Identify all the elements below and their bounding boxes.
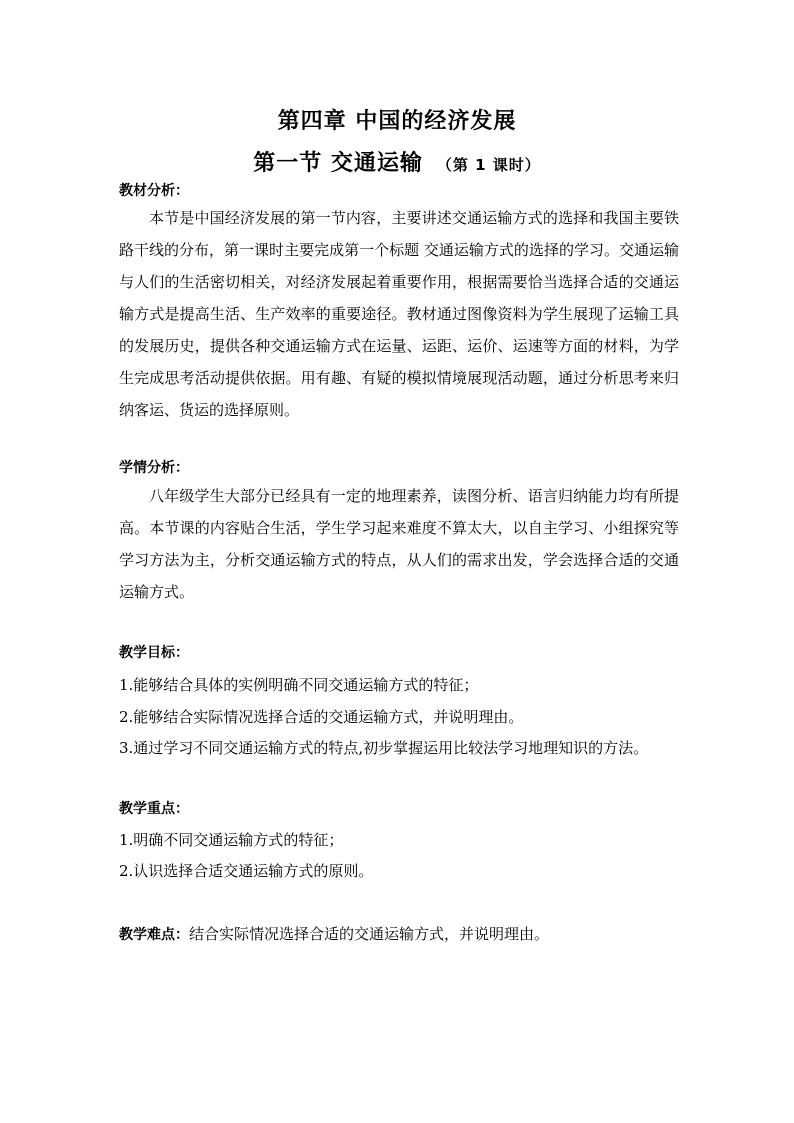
textbook-analysis-body: 本节是中国经济发展的第一节内容，主要讲述交通运输方式的选择和我国主要铁路干线的分布，第一课时主要完成第一个标题 交通运输方式的选择的学习。交通运输与人们的生活密切相关，对经济发展起着重要作用，根据需要恰当选择合适的交通运输方式是提高生活、生产效率的重要途径。教材通过图像资料为学生展现了运输工具的发展历史，提供各种交通运输方式在运量、运距、运价、运速等方面的材料，为学生完成思考活动提供依据。用有趣、有疑的模拟情境展现活动题，通过分析思考来归纳客运、货运的选择原则。 <box>119 209 679 419</box>
key-points-heading: 教学重点： <box>119 801 189 817</box>
teaching-goals-heading: 教学目标： <box>119 645 189 661</box>
chapter-title: 第四章 中国的经济发展 <box>277 109 517 134</box>
difficulties-text: 结合实际情况选择合适的交通运输方式，并说明理由。 <box>189 925 550 943</box>
lesson-note: （第 1 课时） <box>436 156 541 174</box>
key-point-item: 1.明确不同交通运输方式的特征； <box>119 831 344 849</box>
teaching-goal-item: 3.通过学习不同交通运输方式的特点,初步掌握运用比较法学习地理知识的方法。 <box>119 739 649 757</box>
section-title: 第一节 交通运输 <box>253 151 423 176</box>
student-analysis-body: 八年级学生大部分已经具有一定的地理素养，读图分析、语言归纳能力均有所提高。本节课的内容贴合生活，学生学习起来难度不算太大，以自主学习、小组探究等学习方法为主，分析交通运输方式的特点，从人们的需求出发，学会选择合适的交通运输方式。 <box>119 487 679 601</box>
student-analysis-heading: 学情分析： <box>119 460 189 476</box>
key-point-item: 2.认识选择合适交通运输方式的原则。 <box>119 862 374 880</box>
textbook-analysis-heading: 教材分析： <box>119 183 189 199</box>
teaching-goal-item: 2.能够结合实际情况选择合适的交通运输方式，并说明理由。 <box>119 708 524 726</box>
difficulties-line <box>119 924 699 945</box>
difficulties-heading: 教学难点： <box>119 927 189 943</box>
section-title-line <box>0 146 794 177</box>
teaching-goal-item: 1.能够结合具体的实例明确不同交通运输方式的特征； <box>119 676 479 694</box>
